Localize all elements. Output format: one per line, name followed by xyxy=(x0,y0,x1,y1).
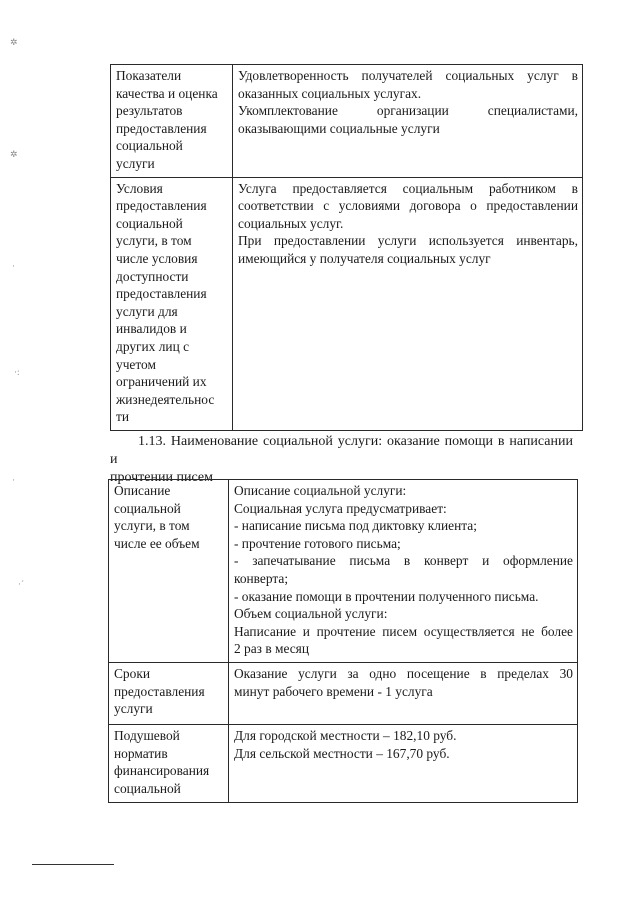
label-line: услуги xyxy=(114,701,153,717)
label-line: жизнедеятельнос xyxy=(116,391,215,407)
content-line: соответствии с условиями договора о предоставлении xyxy=(238,198,578,214)
label-line: финансирования xyxy=(114,763,210,779)
row-label-cell xyxy=(111,177,233,430)
scan-artifact: · xyxy=(12,475,15,485)
label-line: социальной xyxy=(116,215,183,231)
label-line: Сроки xyxy=(114,665,150,681)
content-line: оказывающими социальные услуги xyxy=(238,120,440,136)
content-line: - запечатывание письма в конверт и оформление xyxy=(234,553,573,569)
label-line: числе условия xyxy=(116,250,198,266)
scan-artifact: · xyxy=(12,261,15,271)
label-line: социальной xyxy=(114,500,181,516)
label-line: социальной xyxy=(114,780,181,796)
label-line: услуги, в том xyxy=(114,518,190,534)
label-line: предоставления xyxy=(114,683,205,699)
section-heading-line1: 1.13. Наименование социальной услуги: оказание помощи в написании и xyxy=(110,434,573,467)
label-line: ограничений их xyxy=(116,374,207,390)
content-line: Описание социальной услуги: xyxy=(234,483,407,498)
content-line: Социальная услуга предусматривает: xyxy=(234,500,447,516)
content-line: Оказание услуги за одно посещение в пределах 30 xyxy=(234,665,573,681)
content-line: Объем социальной услуги: xyxy=(234,606,388,622)
table-row xyxy=(109,724,578,802)
label-line: услуги для xyxy=(116,303,178,319)
label-line: доступности xyxy=(116,268,189,284)
row-content-cell xyxy=(229,662,578,724)
label-line: услуги, в том xyxy=(116,233,192,249)
content-line: конверта; xyxy=(234,570,289,586)
row-content-cell xyxy=(229,724,578,802)
label-line: норматив xyxy=(114,745,168,761)
content-line: Услуга предоставляется социальным работником в xyxy=(238,180,578,196)
content-line: Удовлетворенность получателей социальных услуг в xyxy=(238,68,578,83)
content-line: - написание письма под диктовку клиента; xyxy=(234,518,477,534)
label-line: других лиц с xyxy=(116,338,190,354)
label-line: Показатели xyxy=(116,68,182,83)
row-label-cell xyxy=(111,65,233,178)
label-line: Условия xyxy=(116,180,163,196)
content-line: Написание и прочтение писем осуществляется не более xyxy=(234,623,573,639)
label-line: числе ее объем xyxy=(114,535,200,551)
content-line: социальных услуг. xyxy=(238,215,344,231)
services-table-top xyxy=(110,64,583,431)
row-content-cell xyxy=(233,177,583,430)
row-label-cell xyxy=(109,724,229,802)
row-content-cell xyxy=(229,480,578,663)
label-line: предоставления xyxy=(116,198,207,214)
services-table-bottom xyxy=(108,479,578,803)
label-line: услуги xyxy=(116,155,155,171)
scan-artifact: ·: xyxy=(14,367,20,377)
content-line: Укомплектование организации специалистами, xyxy=(238,103,578,119)
table-row xyxy=(109,480,578,663)
content-line: При предоставлении услуги используется инвентарь, xyxy=(238,233,578,249)
label-line: результатов xyxy=(116,103,183,119)
row-label-cell xyxy=(109,480,229,663)
content-line: Для сельской местности – 167,70 руб. xyxy=(234,745,450,761)
section-heading-line2: прочтении писем xyxy=(110,470,213,485)
label-line: предоставления xyxy=(116,286,207,302)
content-line: - оказание помощи в прочтении полученного письма. xyxy=(234,588,539,604)
content-line: - прочтение готового письма; xyxy=(234,535,401,551)
row-content-cell xyxy=(233,65,583,178)
footnote-divider xyxy=(32,864,114,865)
label-line: Подушевой xyxy=(114,727,180,743)
row-label-cell xyxy=(109,662,229,724)
scan-artifact: ✲ xyxy=(10,149,18,159)
label-line: инвалидов и xyxy=(116,321,187,337)
label-line: качества и оценка xyxy=(116,85,218,101)
content-line: оказанных социальных услугах. xyxy=(238,85,422,101)
table-row xyxy=(111,177,583,430)
label-line: предоставления xyxy=(116,120,207,136)
label-line: ти xyxy=(116,409,130,425)
content-line: имеющийся у получателя социальных услуг xyxy=(238,250,491,266)
table-row xyxy=(109,662,578,724)
label-line: социальной xyxy=(116,138,183,154)
content-line: Для городской местности – 182,10 руб. xyxy=(234,727,457,743)
table-row xyxy=(111,65,583,178)
label-line: Описание xyxy=(114,483,171,498)
scan-artifact: ·´ xyxy=(18,579,24,589)
label-line: учетом xyxy=(116,356,156,372)
scan-artifact: ✲ xyxy=(10,37,18,47)
content-line: минут рабочего времени - 1 услуга xyxy=(234,683,433,699)
content-line: 2 раз в месяц xyxy=(234,641,310,657)
